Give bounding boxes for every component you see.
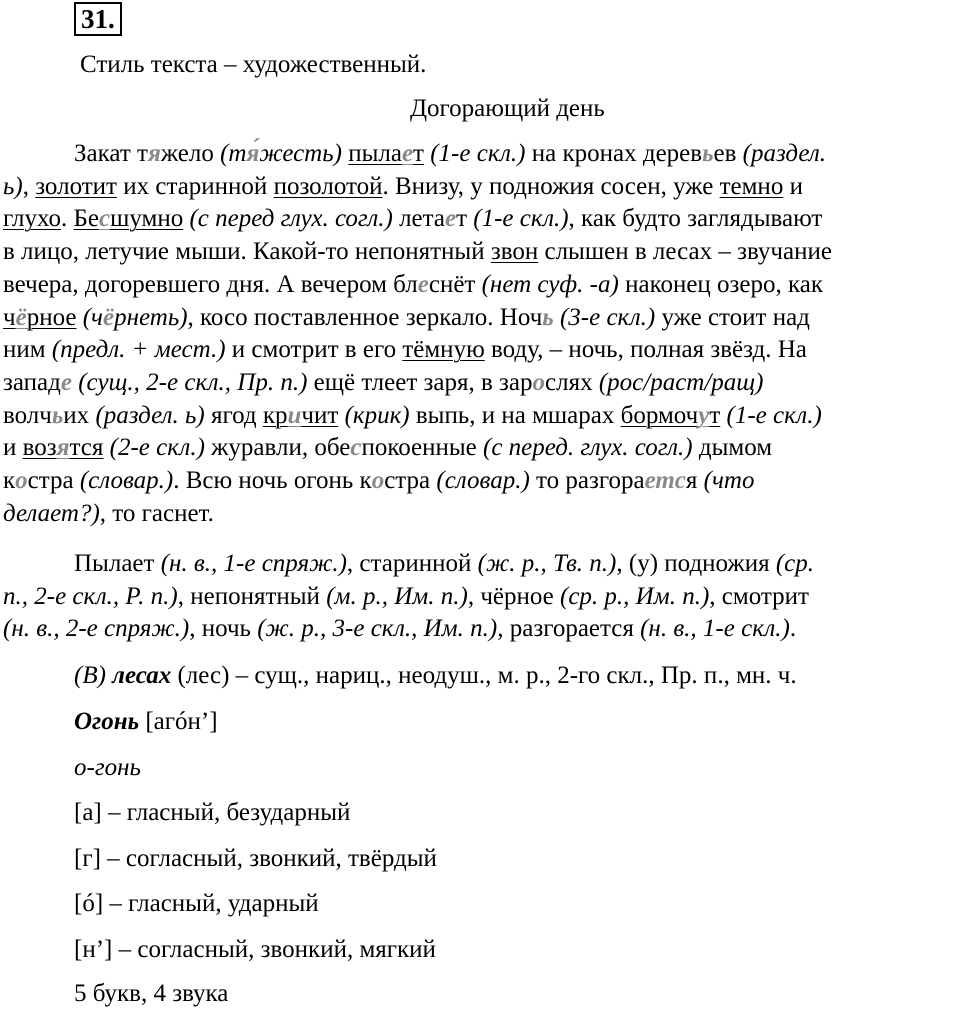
text-segment: лета (392, 205, 445, 233)
text-segment: чит (301, 401, 339, 429)
text-segment: кр (262, 401, 288, 429)
phonetic-word-line (74, 706, 218, 739)
highlighted-letter: ё (15, 303, 27, 331)
letter-sound-count: 5 букв, 4 звука (74, 980, 229, 1007)
sound-description: [г] – согласный, звонкий, твёрдый (74, 844, 437, 872)
text-segment: глухо (3, 205, 62, 233)
text-segment: их старинной (116, 172, 274, 200)
phonetic-word: Огонь (74, 708, 140, 735)
text-segment: , чёрное (467, 582, 561, 610)
text-segment: ягод (204, 401, 263, 429)
text-segment: т (456, 205, 474, 233)
task-number: 31. (74, 2, 122, 36)
text-segment: (предл. + мест.) (51, 336, 226, 364)
highlighted-letter: ь (542, 303, 554, 331)
highlighted-letter: я (147, 140, 161, 167)
highlighted-letter: ё (102, 303, 115, 331)
text-segment: (ж. р., Тв. п.) (477, 550, 617, 577)
highlighted-letter: у (698, 401, 710, 429)
text-segment: стра (384, 467, 437, 494)
text-segment: наконец озеро, как (618, 270, 824, 298)
text-segment: снёт (428, 270, 482, 298)
text-segment: , разгорается (497, 615, 641, 643)
text-segment: . Всю ночь огонь к (173, 467, 372, 494)
text-segment: рнеть) (114, 303, 188, 331)
highlighted-letter: с (98, 205, 111, 233)
text-segment: Бе (73, 205, 99, 233)
text-segment: на кронах дерев (525, 140, 703, 167)
text-segment: шумно (110, 205, 184, 233)
text-segment: (лес) – сущ., нариц., неодуш., м. р., 2-го скл., Пр. п., мн. ч. (171, 662, 797, 689)
text-segment: п., 2-е скл., Р. п.) (3, 582, 178, 610)
text-segment: тся (69, 434, 104, 462)
text-segment: т (413, 140, 424, 167)
text-segment: (ч (82, 303, 103, 331)
text-segment: золотит (35, 172, 117, 200)
text-segment: (ср. (775, 550, 814, 577)
text-segment: и смотрит в его (225, 336, 403, 364)
word-parse-line (74, 660, 797, 693)
highlighted-letter: ь (51, 401, 64, 429)
text-segment: ещё тлеет заря, в зар (307, 368, 533, 396)
text-segment: Закат т (74, 140, 148, 167)
text-segment: (н. в., 2-е спряж.) (3, 615, 190, 643)
text-segment: звон (490, 238, 539, 266)
text-segment: , (у) подножия (616, 550, 776, 577)
text-segment: запад (3, 368, 61, 396)
text-segment: , смотрит (709, 582, 809, 610)
highlighted-letter: о (532, 368, 546, 396)
text-segment: стра (27, 467, 80, 494)
text-segment: (2-е скл.) (109, 434, 205, 462)
text-segment: (с перед. глух. согл.) (483, 434, 693, 462)
text-segment: тёмную (402, 336, 485, 364)
highlighted-letter: я (56, 434, 70, 462)
text-segment: (раздел. (742, 140, 826, 167)
text-segment: (крик) (344, 401, 410, 429)
text-line (3, 334, 807, 367)
highlighted-letter: о (15, 467, 28, 494)
text-segment: выпь, и на мшарах (409, 401, 621, 429)
text-segment: (3-е скл.) (559, 303, 656, 331)
text-segment: (словар.) (436, 467, 530, 494)
text-segment: (ж. р., 3-е скл., Им. п.) (257, 615, 498, 643)
morphology-line (3, 613, 796, 646)
text-segment: (м. р., Им. п.) (326, 582, 468, 610)
text-segment: (рос/раст/ращ) (598, 368, 764, 396)
text-segment: ним (3, 336, 52, 364)
text-segment: я (685, 467, 704, 494)
text-segment: позолотой (273, 172, 383, 200)
syllables-line: о-гонь (74, 754, 141, 781)
text-line (3, 400, 822, 433)
text-segment: слях (545, 368, 599, 396)
text-segment: дымом (692, 434, 773, 462)
text-style-line: Стиль текста – художественный. (80, 51, 427, 78)
text-segment: ев (713, 140, 743, 167)
text-segment: слышен в лесах – звучание (538, 238, 832, 266)
text-segment: (раздел. ь) (95, 401, 205, 429)
text-segment: воз (22, 434, 57, 462)
text-segment: (н. в., 1-е скл.) (640, 615, 790, 643)
text-segment: темно (719, 172, 784, 200)
text-segment: бормоч (620, 401, 699, 429)
text-segment: жело (160, 140, 221, 167)
text-segment: . Внизу, у подножия сосен, уже (382, 172, 720, 200)
text-segment: , то гаснет. (99, 499, 214, 527)
text-segment: лесах (112, 662, 172, 689)
text-segment: , ночь (189, 615, 258, 643)
text-segment: ч (3, 303, 16, 331)
morphology-line (3, 581, 809, 614)
highlighted-letter: е (401, 140, 414, 167)
text-segment: (словар.) (79, 467, 174, 494)
text-line (3, 269, 823, 302)
text-segment: (1-е скл.) (473, 205, 569, 233)
text-segment: делает?) (3, 499, 100, 527)
text-segment: то разгора (529, 467, 645, 494)
text-segment: (с перед глух. согл.) (189, 205, 393, 233)
text-segment: . (61, 205, 74, 233)
phonetic-transcription: [агóн’] (139, 708, 218, 735)
text-segment: (т (220, 140, 247, 167)
highlighted-letter: е (60, 368, 72, 396)
text-segment: (нет суф. -а) (481, 270, 619, 298)
text-segment: волч (3, 401, 52, 429)
text-segment: , старинной (346, 550, 478, 577)
text-line (3, 302, 810, 335)
text-segment: т (709, 401, 721, 429)
text-line (3, 367, 764, 400)
text-line (3, 203, 822, 236)
text-segment: ь) (3, 172, 23, 200)
text-segment: их (63, 401, 96, 429)
text-segment: покоенные (361, 434, 483, 462)
highlighted-letter: и (287, 401, 302, 429)
highlighted-letter: е (444, 205, 457, 233)
text-segment: журавли, обе (204, 434, 351, 462)
highlighted-letter: е (644, 467, 656, 494)
text-segment: , косо поставленное зеркало. Ноч (187, 303, 543, 331)
text-line (3, 236, 832, 269)
text-segment: (н. в., 1-е спряж.) (160, 550, 347, 577)
text-segment: , как будто заглядывают (568, 205, 823, 233)
text-segment: в лицо, летучие мыши. Какой-то непонятный (3, 238, 491, 266)
highlighted-letter: с (350, 434, 362, 462)
text-segment: рное (26, 303, 77, 331)
highlighted-letter: е (417, 270, 429, 298)
sound-description: [н’] – согласный, звонкий, мягкий (74, 935, 436, 963)
text-title: Догорающий день (410, 95, 605, 122)
text-segment: (что (703, 467, 755, 494)
text-segment: , (22, 172, 36, 200)
text-segment: пыла (348, 140, 402, 167)
highlighted-letter: о (371, 467, 385, 494)
text-segment: Пылает (74, 550, 161, 577)
text-line (3, 465, 754, 498)
highlighted-letter: тс (655, 467, 686, 494)
text-line (3, 498, 214, 531)
text-segment: уже стоит над (655, 303, 810, 331)
text-segment: к (3, 467, 16, 494)
text-segment: воду, – ночь, полная звёзд. На (484, 336, 807, 364)
sound-description: [ó] – гласный, ударный (74, 890, 319, 917)
text-line (74, 138, 826, 171)
text-segment: , непонятный (177, 582, 327, 610)
morphology-line (74, 548, 814, 581)
text-line (3, 432, 772, 465)
text-line (3, 171, 803, 204)
text-segment: (В) (74, 662, 113, 689)
text-segment: жесть) (259, 140, 342, 167)
text-segment: вечера, догоревшего дня. А вечером бл (3, 270, 418, 298)
highlighted-letter: я́ (246, 140, 260, 167)
text-segment: и (783, 172, 803, 200)
text-segment: (ср. р., Им. п.) (560, 582, 710, 610)
sound-description: [а] – гласный, безударный (74, 799, 351, 826)
text-segment: (1-е скл.) (430, 140, 526, 167)
highlighted-letter: ь (702, 140, 714, 167)
text-segment: . (789, 615, 797, 643)
text-segment: (сущ., 2-е скл., Пр. п.) (78, 368, 308, 396)
text-segment: и (3, 434, 23, 462)
text-segment: (1-е скл.) (726, 401, 822, 429)
